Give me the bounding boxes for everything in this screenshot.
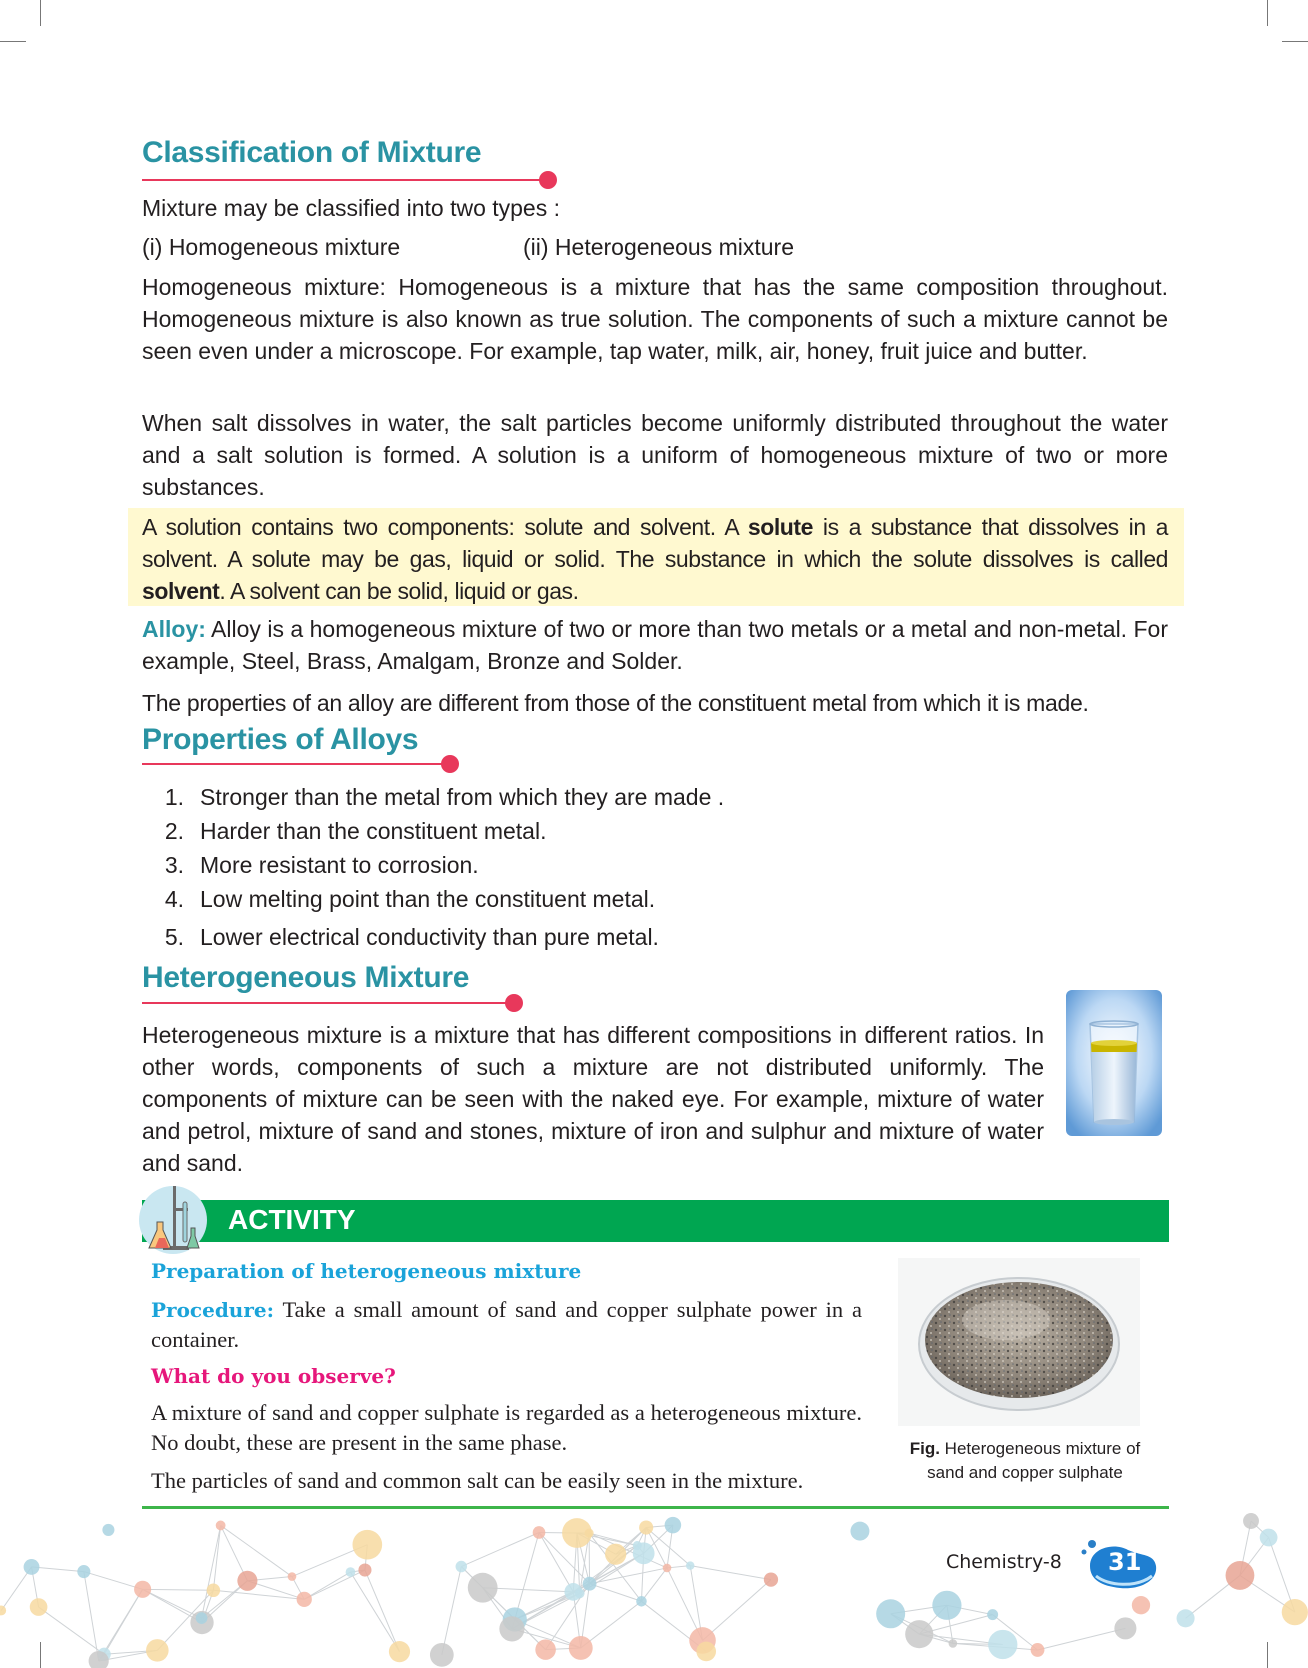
molecule-atom	[876, 1599, 905, 1628]
molecule-atom	[535, 1639, 556, 1660]
molecule-bond	[143, 1589, 202, 1618]
molecule-atom	[949, 1639, 958, 1648]
salt-solution-paragraph: When salt dissolves in water, the salt particles become uniformly distributed throughout the water and a salt solution is formed. A solution is a uniform of homogeneous mixture of two or more substances.	[142, 410, 1168, 500]
molecule-atom	[663, 1564, 672, 1573]
molecule-bond	[1038, 1628, 1126, 1650]
figure-caption-text: Heterogeneous mixture of sand and copper sulphate	[927, 1439, 1141, 1482]
molecule-atom	[988, 1630, 1017, 1659]
molecule-atom	[352, 1530, 382, 1560]
molecule-bond	[202, 1525, 221, 1618]
solution-text-1: A solution contains two components: solute and solvent. A	[142, 514, 748, 540]
molecule-bond	[350, 1572, 399, 1652]
page-number: 31	[1108, 1548, 1142, 1576]
activity-subtitle: Preparation of heterogeneous mixture	[151, 1259, 582, 1283]
list-item: 3. More resistant to corrosion.	[164, 852, 479, 878]
alloy-label: Alloy:	[142, 616, 206, 642]
molecule-bond	[304, 1570, 365, 1599]
molecule-bond	[304, 1572, 350, 1599]
list-item: 4. Low melting point than the constituent metal.	[164, 886, 656, 912]
molecule-atom	[216, 1521, 226, 1531]
molecule-atom	[1031, 1643, 1045, 1657]
molecule-atom	[237, 1571, 257, 1591]
molecule-bond	[590, 1568, 667, 1584]
molecule-atom	[358, 1563, 371, 1576]
alloy-properties-list	[142, 780, 842, 960]
molecule-bond	[690, 1566, 771, 1580]
observe-text: A mixture of sand and copper sulphate is regarded as a heterogeneous mixture. No doubt, these are present in the same phase.	[151, 1400, 862, 1455]
sand-copper-sulphate-image	[898, 1258, 1140, 1426]
glass-of-oil-and-water-image	[1066, 990, 1162, 1136]
molecule-atom	[764, 1572, 778, 1586]
activity-procedure	[151, 1295, 862, 1355]
molecule-atom	[1260, 1529, 1278, 1547]
molecule-bond	[461, 1532, 539, 1566]
lab-flask-icon	[135, 1182, 215, 1254]
molecule-atom	[456, 1561, 468, 1573]
alloy-paragraph	[142, 613, 1168, 677]
figure-caption	[890, 1437, 1160, 1485]
molecule-atom	[905, 1620, 933, 1648]
crop-mark	[0, 41, 26, 42]
figure-label: Fig.	[909, 1439, 940, 1458]
molecule-atom	[1243, 1513, 1259, 1529]
book-title: Chemistry-8	[946, 1551, 1062, 1573]
list-item: 1. Stronger than the metal from which they are made .	[164, 784, 725, 810]
molecule-bond	[39, 1607, 105, 1654]
molecule-atom	[30, 1598, 48, 1616]
molecule-bond	[143, 1589, 214, 1590]
molecule-atom	[102, 1524, 114, 1536]
section-heading-properties: Properties of Alloys	[142, 723, 419, 756]
molecule-atom	[696, 1642, 716, 1662]
term-solute: solute	[747, 514, 813, 540]
molecule-bond	[442, 1567, 461, 1655]
crop-mark	[1282, 41, 1308, 42]
classification-intro: Mixture may be classified into two types :	[142, 195, 560, 221]
molecule-atom	[430, 1643, 454, 1667]
molecule-atom	[77, 1565, 90, 1578]
mixture-type-2: (ii) Heterogeneous mixture	[523, 234, 795, 260]
molecule-atom	[499, 1616, 524, 1641]
molecule-atom	[207, 1584, 221, 1598]
molecule-atom	[636, 1596, 647, 1607]
molecule-atom	[288, 1572, 297, 1581]
molecule-atom	[686, 1561, 694, 1569]
section-heading-classification: Classification of Mixture	[142, 136, 482, 169]
molecule-bond	[641, 1568, 667, 1601]
molecule-atom	[665, 1517, 682, 1534]
section-heading-heterogeneous: Heterogeneous Mixture	[142, 961, 470, 994]
molecule-atom	[389, 1641, 410, 1662]
alloy-properties-paragraph: The properties of an alloy are different from those of the constituent metal from which it is made.	[142, 690, 1089, 716]
term-solvent: solvent	[142, 578, 220, 604]
molecule-bond	[703, 1580, 771, 1641]
heading-underline-dot	[441, 755, 459, 773]
molecule-atom	[146, 1639, 169, 1662]
molecule-bond	[515, 1532, 539, 1619]
solution-text-3: . A solvent can be solid, liquid or gas.	[219, 578, 579, 604]
crop-mark	[40, 0, 41, 26]
molecule-bond	[1, 1567, 31, 1611]
molecule-atom	[583, 1577, 597, 1591]
molecule-atom	[468, 1573, 498, 1603]
molecule-atom	[605, 1544, 626, 1565]
molecule-atom	[297, 1592, 312, 1607]
molecule-atom	[24, 1559, 40, 1575]
molecule-atom	[987, 1609, 998, 1620]
heading-underline-dot	[539, 171, 557, 189]
heading-underline	[142, 763, 450, 765]
molecule-atom	[850, 1522, 869, 1541]
molecule-atom	[1132, 1596, 1150, 1614]
molecule-atom	[639, 1520, 653, 1534]
list-item: 5. Lower electrical conductivity than pure metal.	[164, 924, 659, 950]
homogeneous-paragraph: Homogeneous mixture: Homogeneous is a mixture that has the same composition throughout. Homogeneous mixture is also known as true solution. The components of such a mixture cannot be seen even under a microscope. For example, tap water, milk, air, honey, fruit juice and butter.	[142, 274, 1168, 364]
molecule-bond	[84, 1572, 143, 1590]
molecule-atom	[0, 1606, 6, 1616]
activity-title: ACTIVITY	[228, 1204, 356, 1235]
mixture-type-1: (i) Homogeneous mixture	[142, 234, 401, 260]
molecule-atom	[1114, 1617, 1136, 1639]
procedure-label: Procedure:	[151, 1298, 274, 1322]
heterogeneous-paragraph: Heterogeneous mixture is a mixture that has different compositions in different ratios. In other words, components of such a mixture are not distributed uniformly. The components of mixture can be seen with the naked eye. For example, mixture of water and petrol, mixture of sand and stones, mixture of iron and sulphur and mixture of water and sand.	[142, 1022, 1044, 1176]
molecule-atom	[196, 1612, 208, 1624]
alloy-text: Alloy is a homogeneous mixture of two or more than two metals or a metal and non-metal. For example, Steel, Brass, Amalgam, Bronze and Solder.	[142, 616, 1168, 674]
molecule-atom	[1282, 1599, 1308, 1625]
solution-definition	[142, 511, 1168, 607]
molecule-bond	[221, 1525, 292, 1576]
heading-underline-dot	[505, 994, 523, 1012]
heading-underline	[142, 1002, 514, 1004]
molecule-atom	[932, 1591, 961, 1620]
solution-text-2: is a substance that dissolves in a solvent. A solute may be gas, liquid or solid. The substance in which the solute dissolves is called	[142, 514, 1168, 572]
molecule-atom	[562, 1518, 592, 1548]
molecule-bond	[365, 1570, 400, 1652]
molecule-atom	[569, 1636, 593, 1660]
molecule-atom	[1226, 1561, 1255, 1590]
molecule-atom	[1177, 1609, 1195, 1627]
molecule-atom	[633, 1542, 655, 1564]
crop-mark	[1267, 0, 1268, 26]
heading-underline	[142, 179, 546, 181]
molecule-atom	[346, 1567, 356, 1577]
procedure-text: Take a small amount of sand and copper sulphate power in a container.	[151, 1297, 862, 1352]
molecule-atom	[564, 1583, 582, 1601]
molecule-atom	[134, 1581, 151, 1598]
activity-bottom-rule	[142, 1506, 1169, 1509]
particles-text: The particles of sand and common salt can be easily seen in the mixture.	[151, 1468, 804, 1493]
molecule-bond	[590, 1584, 642, 1602]
observe-heading: What do you observe?	[151, 1364, 396, 1388]
molecule-atom	[533, 1526, 546, 1539]
molecule-bond	[84, 1572, 99, 1661]
list-item: 2. Harder than the constituent metal.	[164, 818, 547, 844]
